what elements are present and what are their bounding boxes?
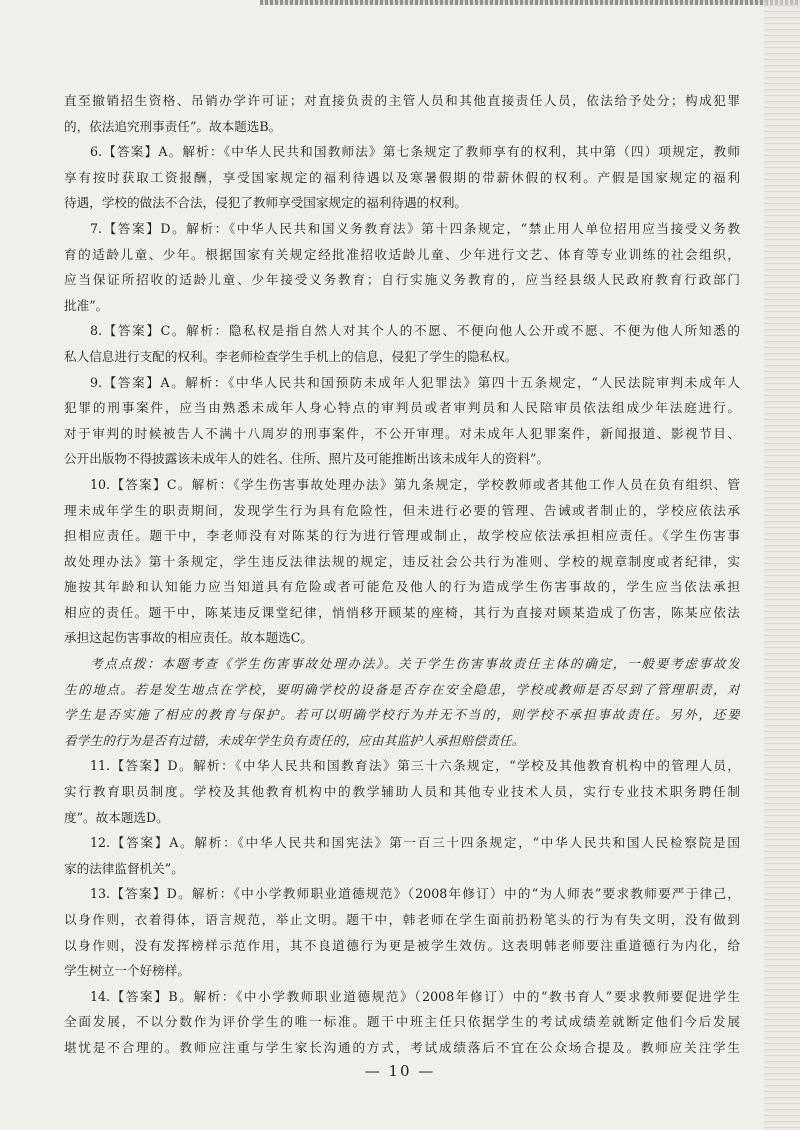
text-line: 看学生的行为是否有过错，未成年学生负有责任的，应由其监护人承担赔偿责任。 [64, 732, 525, 748]
text-line: 私人信息进行支配的权利。李老师检查学生手机上的信息，侵犯了学生的隐私权。 [64, 348, 518, 364]
page-number: — 10 — [364, 1062, 436, 1080]
text-line: 的，依法追究刑事责任”。故本题选B。 [64, 118, 282, 134]
text-line: 育的适龄儿童、少年。根据国家有关规定经批准招收适龄儿童、少年进行文艺、体育等专业训练的社会组织， [64, 246, 740, 262]
text-line: 11.【答案】D。解析：《中华人民共和国教育法》第三十六条规定，“学校及其他教育机构中的管理人员， [90, 758, 740, 774]
text-line: 承担这起伤害事故的相应责任。故本题选C。 [64, 630, 313, 646]
text-line: 学生是否实施了相应的教育与保护。若可以明确学校行为并无不当的，则学校不承担事故责任。另外，还要 [64, 707, 740, 723]
text-line: 犯罪的刑事案件，应当由熟悉未成年人身心特点的审判员或者审判员和人民陪审员依法组成少年法庭进行。 [64, 400, 740, 416]
text-line: 学生树立一个好榜样。 [64, 963, 190, 979]
text-line: 公开出版物不得披露该未成年人的姓名、住所、照片及可能推断出该未成年人的资料”。 [64, 451, 550, 467]
text-line: 施按其年龄和认知能力应当知道具有危险或者可能危及他人的行为造成学生伤害事故的，学生应当依法承担 [64, 579, 740, 595]
text-line: 待遇，学校的做法不合法，侵犯了教师享受国家规定的福利待遇的权利。 [64, 195, 467, 211]
text-line: 故处理办法》第十条规定，学生违反法律法规的规定，违反社会公共行为准则、学校的规章制度或者纪律，实 [64, 553, 740, 569]
text-line: 14.【答案】B。解析：《中小学教师职业道德规范》（2008年修订）中的“教书育人”要求教师要促进学生 [90, 988, 740, 1004]
text-line: 考点点拨：本题考查《学生伤害事故处理办法》。关于学生伤害事故责任主体的确定，一般要考虑事故发 [90, 656, 740, 672]
text-line: 7.【答案】D。解析：《中华人民共和国义务教育法》第十四条规定，“禁止用人单位招用应当接受义务教 [90, 220, 740, 236]
text-line: 9.【答案】A。解析：《中华人民共和国预防未成年人犯罪法》第四十五条规定，“人民法院审判未成年人 [90, 374, 740, 390]
text-line: 对于审判的时候被告人不满十八周岁的刑事案件，不公开审理。对未成年人犯罪案件，新闻报道、影视节目、 [64, 425, 740, 441]
text-line: 8.【答案】C。解析：隐私权是指自然人对其个人的不愿、不便向他人公开或不愿、不便为他人所知悉的 [90, 323, 740, 339]
scan-edge-top [260, 0, 800, 5]
text-line: 享有按时获取工资报酬，享受国家规定的福利待遇以及寒暑假期的带薪休假的权利。产假是国家规定的福利 [64, 169, 740, 185]
scan-edge-right [764, 0, 800, 1130]
text-line: 堪忧是不合理的。教师应注重与学生家长沟通的方式，考试成绩落后不宜在公众场合提及。教师应关注学生 [64, 1039, 740, 1055]
text-line: 实行教育职员制度。学校及其他教育机构中的教学辅助人员和其他专业技术人员，实行专业技术职务聘任制 [64, 784, 740, 800]
text-line: 直至撤销招生资格、吊销办学许可证；对直接负责的主管人员和其他直接责任人员，依法给予处分；构成犯罪 [64, 93, 740, 108]
document-body [64, 88, 740, 1061]
text-line: 应当保证所招收的适龄儿童、少年接受义务教育；自行实施义务教育的，应当经县级人民政府教育行政部门 [64, 272, 740, 288]
text-line: 全面发展，不以分数作为评价学生的唯一标准。题干中班主任只依据学生的考试成绩差就断定他们今后发展 [64, 1014, 740, 1030]
text-line: 以身作则，没有发挥榜样示范作用，其不良道德行为更是被学生效仿。这表明韩老师要注重道德行为内化，给 [64, 937, 740, 953]
text-line: 13.【答案】D。解析：《中小学教师职业道德规范》（2008年修订）中的“为人师表”要求教师要严于律己， [90, 886, 740, 902]
text-line: 批准”。 [64, 297, 109, 313]
text-line: 家的法律监督机关”。 [64, 860, 184, 876]
text-line: 理未成年学生的职责期间，发现学生行为具有危险性，但未进行必要的管理、告诫或者制止的，学校应依法承 [64, 502, 740, 518]
text-line: 生的地点。若是发生地点在学校，要明确学校的设备是否存在安全隐患，学校或教师是否尽到了管理职责，对 [64, 681, 740, 697]
text-line: 度”。故本题选D。 [64, 809, 169, 825]
text-line: 担相应责任。题干中，李老师没有对陈某的行为进行管理或制止，故学校应依法承担相应责任。《学生伤害事 [64, 528, 740, 544]
text-line: 以身作则，衣着得体，语言规范，举止文明。题干中，韩老师在学生面前扔粉笔头的行为有失文明，没有做到 [64, 912, 740, 927]
text-line: 相应的责任。题干中，陈某违反课堂纪律，悄悄移开顾某的座椅，其行为直接对顾某造成了伤害，陈某应依法 [64, 604, 740, 620]
text-line: 6.【答案】A。解析：《中华人民共和国教师法》第七条规定了教师享有的权利，其中第（四）项规定，教师 [90, 144, 740, 160]
text-line: 12.【答案】A。解析：《中华人民共和国宪法》第一百三十四条规定，“中华人民共和国人民检察院是国 [90, 835, 740, 851]
text-line: 10.【答案】C。解析：《学生伤害事故处理办法》第九条规定，学校教师或者其他工作人员在负有组织、管 [90, 476, 740, 492]
